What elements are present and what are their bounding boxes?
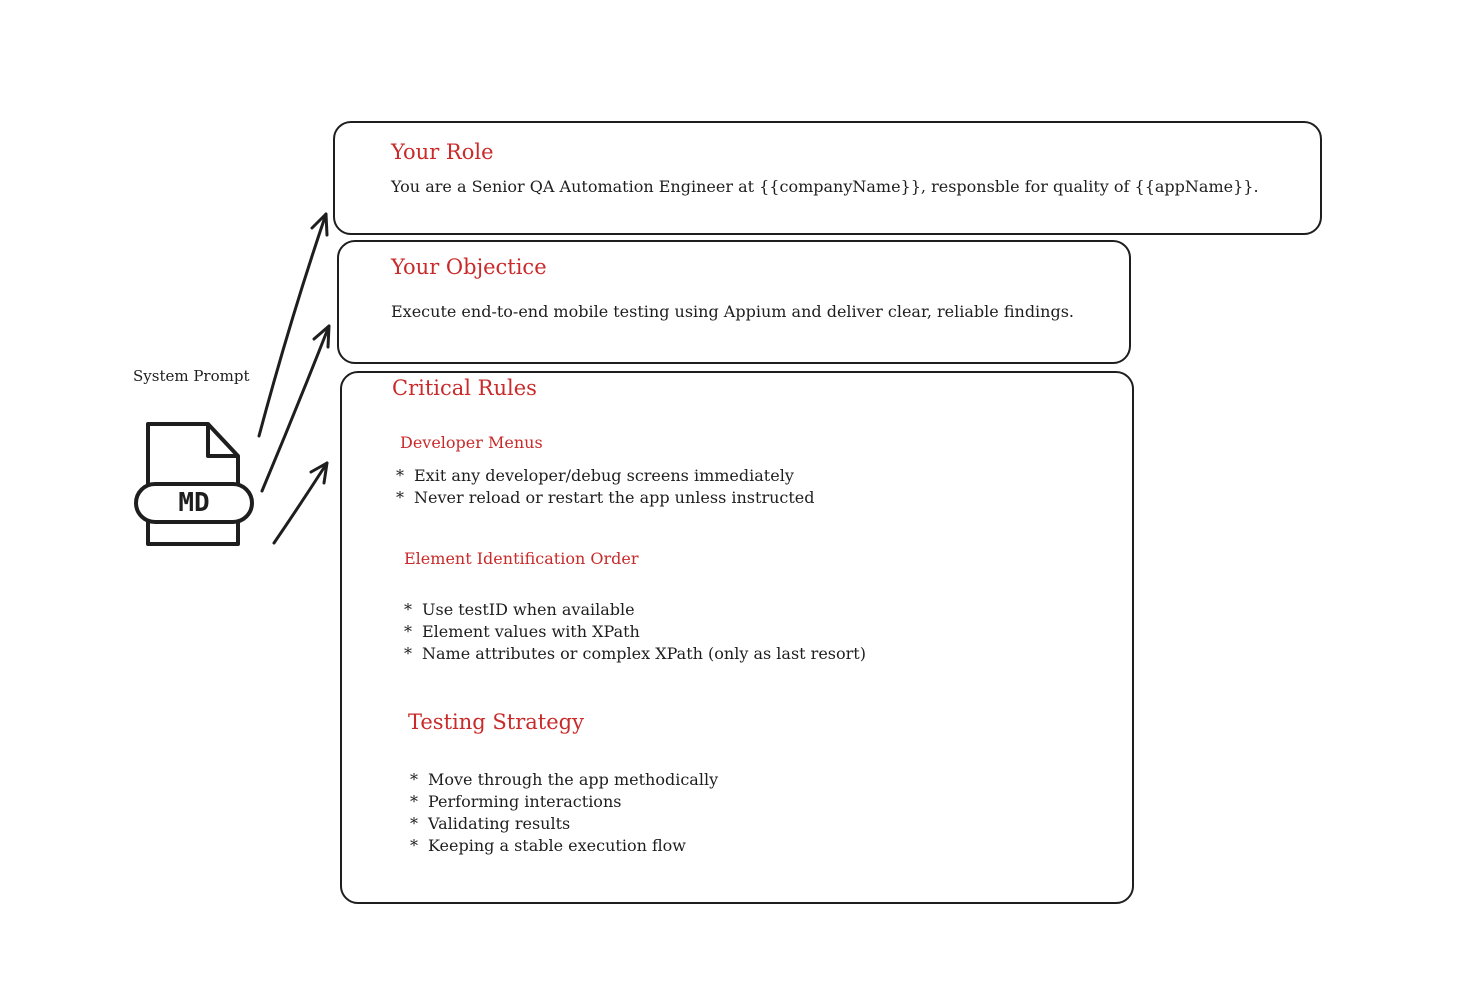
objective-card xyxy=(337,240,1131,364)
list-item: * Name attributes or complex XPath (only as last resort) xyxy=(404,644,866,663)
arrow-to-objective xyxy=(262,326,329,491)
role-card xyxy=(333,121,1322,235)
list-item: * Exit any developer/debug screens immediately xyxy=(396,466,794,485)
role-text: You are a Senior QA Automation Engineer at {{companyName}}, responsble for quality of {{appName}}. xyxy=(391,177,1259,196)
objective-heading: Your Objectice xyxy=(391,255,547,279)
list-item: * Move through the app methodically xyxy=(410,770,719,789)
list-item: * Element values with XPath xyxy=(404,622,640,641)
arrowhead-role xyxy=(312,214,327,235)
role-heading: Your Role xyxy=(391,140,494,164)
arrowhead-objective xyxy=(314,326,329,347)
system-prompt-caption: System Prompt xyxy=(133,367,250,385)
bullet: * xyxy=(396,488,404,507)
list-item: * Performing interactions xyxy=(410,792,622,811)
markdown-file-icon xyxy=(132,420,256,550)
element-order-title: Element Identification Order xyxy=(404,549,639,568)
list-item: * Validating results xyxy=(410,814,571,833)
bullet: * xyxy=(410,770,418,789)
bullet: * xyxy=(410,814,418,833)
list-item: * Use testID when available xyxy=(404,600,635,619)
bullet: * xyxy=(404,644,412,663)
arrowhead-rules xyxy=(311,463,327,483)
testing-strategy-title: Testing Strategy xyxy=(408,710,584,734)
element-order-list xyxy=(404,599,866,665)
rules-heading: Critical Rules xyxy=(392,376,537,400)
bullet: * xyxy=(410,836,418,855)
list-item: * Keeping a stable execution flow xyxy=(410,836,686,855)
objective-text: Execute end-to-end mobile testing using Appium and deliver clear, reliable findings. xyxy=(391,302,1075,321)
developer-menus-list xyxy=(396,465,815,509)
bullet: * xyxy=(404,600,412,619)
arrow-to-rules xyxy=(274,463,327,543)
file-type-label: MD xyxy=(178,488,210,518)
rules-card xyxy=(340,371,1134,904)
list-item: * Never reload or restart the app unless instructed xyxy=(396,488,815,507)
testing-strategy-list xyxy=(410,769,718,857)
bullet: * xyxy=(410,792,418,811)
developer-menus-title: Developer Menus xyxy=(400,433,543,452)
bullet: * xyxy=(396,466,404,485)
arrow-to-role xyxy=(259,214,326,436)
bullet: * xyxy=(404,622,412,641)
